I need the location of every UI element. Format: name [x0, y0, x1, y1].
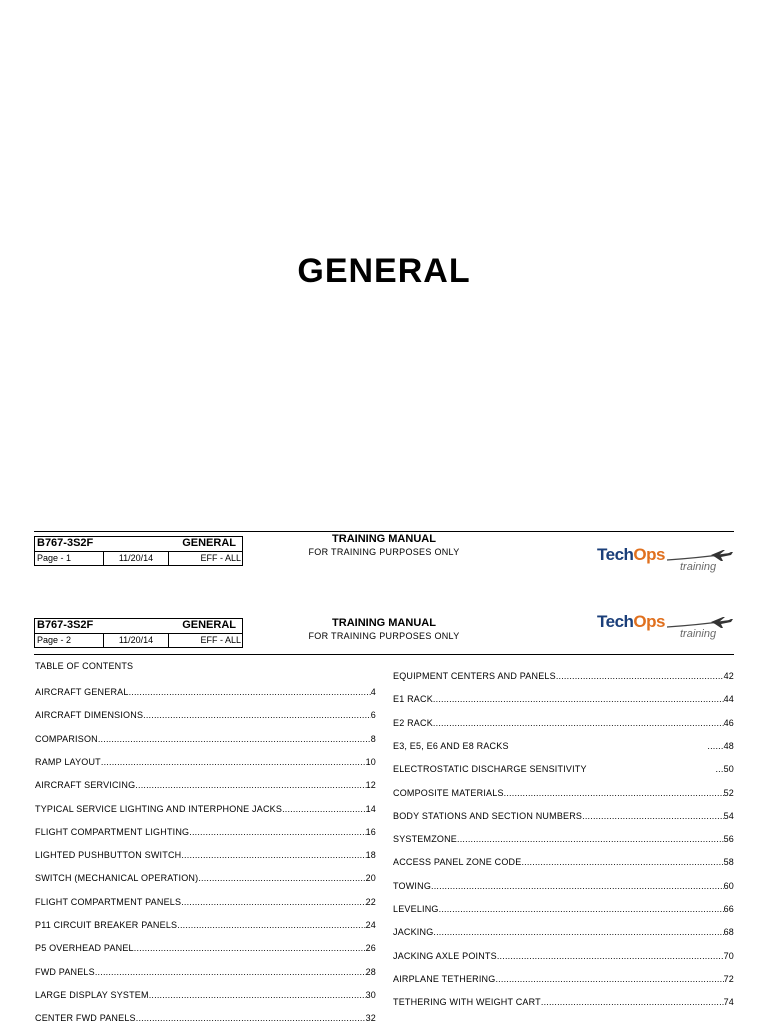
toc-entry-page: 60	[723, 880, 734, 891]
logo-training: training	[680, 628, 717, 640]
toc-leader-dots	[495, 973, 723, 985]
toc-entry[interactable]	[35, 826, 376, 838]
aircraft-model: B767-3S2F	[37, 619, 94, 631]
toc-entry-page: 72	[723, 973, 734, 984]
toc-leader-dots	[189, 826, 365, 838]
toc-leader-dots	[431, 880, 724, 892]
toc-heading: TABLE OF CONTENTS	[35, 661, 134, 671]
toc-leader-dots	[136, 1012, 366, 1024]
toc-entry-page: 70	[723, 950, 734, 961]
toc-entry-label: SWITCH (MECHANICAL OPERATION)	[35, 873, 199, 884]
toc-entry[interactable]	[393, 856, 734, 868]
header-rule	[34, 654, 734, 655]
toc-leader-dots	[149, 989, 366, 1001]
toc-entry-page: 58	[723, 857, 734, 868]
toc-leader-dots	[282, 803, 366, 815]
toc-entry[interactable]	[393, 693, 734, 705]
toc-leader-dots	[587, 763, 724, 775]
toc-entry-label: TETHERING WITH WEIGHT CART	[393, 997, 541, 1008]
toc-entry-page: 44	[723, 694, 734, 705]
toc-entry-label: JACKING	[393, 927, 434, 938]
toc-entry-page: 26	[365, 943, 376, 954]
toc-entry-label: P11 CIRCUIT BREAKER PANELS	[35, 920, 178, 930]
toc-entry-label: FLIGHT COMPARTMENT LIGHTING	[35, 826, 190, 837]
toc-entry[interactable]	[393, 740, 734, 752]
page2-header	[34, 606, 734, 656]
toc-entry[interactable]	[393, 763, 734, 775]
toc-entry[interactable]	[35, 896, 376, 908]
toc-entry[interactable]	[35, 849, 376, 861]
toc-leader-dots	[504, 787, 724, 799]
toc-entry-page: 46	[723, 717, 734, 728]
toc-entry-label: E3, E5, E6 AND E8 RACKS	[393, 740, 509, 751]
logo-text: TechOps	[597, 545, 665, 564]
toc-entry[interactable]	[393, 926, 734, 938]
toc-entry[interactable]	[35, 989, 376, 1001]
toc-entry-page: 20	[365, 873, 376, 884]
page-title: GENERAL	[297, 252, 471, 290]
toc-entry-label: COMPOSITE MATERIALS	[393, 787, 504, 798]
techops-logo	[597, 543, 732, 577]
toc-leader-dots	[135, 779, 365, 791]
toc-entry[interactable]	[393, 950, 734, 962]
toc-entry-page: 4	[370, 687, 376, 697]
toc-entry-label: BODY STATIONS AND SECTION NUMBERS	[393, 810, 583, 821]
manual-subtitle: FOR TRAINING PURPOSES ONLY	[308, 631, 460, 641]
toc-entry-page: 32	[365, 1013, 376, 1024]
toc-entry-label: CENTER FWD PANELS	[35, 1013, 136, 1024]
toc-leader-dots	[177, 919, 365, 931]
toc-entry-page: 24	[365, 920, 376, 930]
manual-title-block	[289, 617, 479, 641]
toc-entry-page: 28	[365, 966, 376, 977]
toc-entry-page: 54	[723, 810, 734, 821]
toc-entry[interactable]	[393, 810, 734, 822]
toc-entry[interactable]	[35, 756, 376, 768]
toc-entry-label: P5 OVERHEAD PANEL	[35, 943, 134, 954]
toc-leader-dots	[457, 833, 724, 845]
toc-leader-dots	[181, 896, 365, 908]
toc-leader-dots	[556, 670, 724, 682]
toc-entry-page: 22	[365, 896, 376, 907]
toc-entry-label: ACCESS PANEL ZONE CODE	[393, 857, 522, 868]
toc-entry[interactable]	[35, 733, 376, 745]
toc-leader-dots	[521, 856, 723, 868]
toc-entry[interactable]	[35, 803, 376, 815]
toc-entry-label: SYSTEMZONE	[393, 834, 458, 845]
toc-entry-page: 16	[365, 826, 376, 837]
toc-entry[interactable]	[35, 686, 376, 698]
page-number: Page - 2	[35, 634, 104, 647]
effectivity: EFF - ALL	[200, 635, 241, 645]
toc-entry[interactable]	[35, 919, 376, 931]
manual-title-block	[289, 533, 479, 557]
toc-leader-dots	[181, 849, 365, 861]
toc-entry[interactable]	[35, 1012, 376, 1024]
toc-entry-label: LARGE DISPLAY SYSTEM	[35, 989, 149, 1000]
section-name: GENERAL	[182, 619, 236, 631]
toc-entry[interactable]	[35, 709, 376, 721]
toc-entry[interactable]	[393, 670, 734, 682]
toc-leader-dots	[433, 717, 724, 729]
logo-text: TechOps	[597, 612, 665, 631]
effectivity: EFF - ALL	[200, 553, 241, 563]
aircraft-model: B767-3S2F	[37, 537, 94, 549]
manual-title: TRAINING MANUAL	[332, 617, 436, 629]
toc-entry-label: COMPARISON	[35, 733, 98, 744]
toc-entry-label: ELECTROSTATIC DISCHARGE SENSITIVITY	[393, 764, 587, 775]
toc-leader-dots	[129, 686, 371, 698]
toc-entry-page: 48	[723, 740, 734, 751]
header-rule	[34, 531, 734, 532]
techops-logo	[597, 610, 732, 644]
toc-entry-page: 52	[723, 787, 734, 798]
toc-entry[interactable]	[393, 880, 734, 892]
revision-date: 11/20/14	[104, 634, 169, 647]
toc-entry-page: 18	[365, 850, 376, 861]
toc-entry-label: TYPICAL SERVICE LIGHTING AND INTERPHONE JACKS	[35, 803, 283, 814]
toc-entry[interactable]	[393, 973, 734, 985]
toc-entry[interactable]	[393, 833, 734, 845]
revision-date: 11/20/14	[104, 552, 169, 565]
toc-leader-dots	[143, 709, 371, 721]
toc-entry[interactable]	[35, 966, 376, 978]
toc-entry[interactable]	[393, 787, 734, 799]
toc-entry-label: E1 RACK	[393, 694, 433, 705]
toc-entry-page: 6	[370, 710, 376, 721]
toc-entry-label: AIRCRAFT DIMENSIONS	[35, 710, 144, 721]
toc-leader-dots	[541, 996, 724, 1008]
toc-leader-dots	[198, 872, 365, 884]
toc-entry-label: E2 RACK	[393, 717, 433, 728]
toc-leader-dots	[101, 756, 366, 768]
toc-entry-page: 8	[370, 733, 376, 744]
toc-leader-dots	[497, 950, 724, 962]
header-info-box	[34, 536, 243, 566]
header-info-box	[34, 618, 243, 648]
manual-subtitle: FOR TRAINING PURPOSES ONLY	[308, 547, 460, 557]
toc-entry[interactable]	[393, 717, 734, 729]
toc-entry-label: TOWING	[393, 880, 432, 891]
toc-entry-page: 10	[365, 756, 376, 767]
toc-entry[interactable]	[35, 942, 376, 954]
toc-entry[interactable]	[35, 779, 376, 791]
page-number: Page - 1	[35, 552, 104, 565]
toc-leader-dots	[433, 926, 723, 938]
toc-entry-page: 74	[723, 997, 734, 1008]
toc-entry-page: 50	[723, 764, 734, 775]
toc-entry-label: LIGHTED PUSHBUTTON SWITCH	[35, 850, 182, 861]
toc-entry-label: AIRPLANE TETHERING	[393, 973, 496, 984]
page1-header	[34, 531, 734, 581]
toc-entry[interactable]	[393, 903, 734, 915]
toc-leader-dots	[582, 810, 723, 822]
toc-leader-dots	[134, 942, 366, 954]
toc-entry-page: 68	[723, 927, 734, 938]
toc-entry[interactable]	[35, 872, 376, 884]
toc-entry-label: FWD PANELS	[35, 966, 95, 977]
toc-leader-dots	[98, 733, 371, 745]
toc-entry-label: EQUIPMENT CENTERS AND PANELS	[393, 671, 556, 681]
toc-entry-page: 12	[365, 780, 376, 791]
toc-entry-page: 14	[365, 803, 376, 814]
toc-entry-label: AIRCRAFT SERVICING	[35, 780, 136, 791]
toc-leader-dots	[509, 740, 724, 752]
toc-entry-page: 42	[723, 671, 734, 681]
toc-entry-label: AIRCRAFT GENERAL	[35, 687, 129, 697]
toc-entry[interactable]	[393, 996, 734, 1008]
toc-entry-label: FLIGHT COMPARTMENT PANELS	[35, 896, 182, 907]
toc-entry-page: 56	[723, 834, 734, 845]
toc-entry-label: JACKING AXLE POINTS	[393, 950, 497, 961]
toc-leader-dots	[433, 693, 724, 705]
toc-entry-page: 66	[723, 904, 734, 914]
logo-training: training	[680, 561, 717, 573]
toc-leader-dots	[95, 966, 366, 978]
toc-leader-dots	[439, 903, 724, 915]
manual-title: TRAINING MANUAL	[332, 533, 436, 545]
toc-entry-label: RAMP LAYOUT	[35, 756, 101, 767]
section-name: GENERAL	[182, 537, 236, 549]
toc-entry-label: LEVELING	[393, 904, 439, 914]
toc-entry-page: 30	[365, 989, 376, 1000]
